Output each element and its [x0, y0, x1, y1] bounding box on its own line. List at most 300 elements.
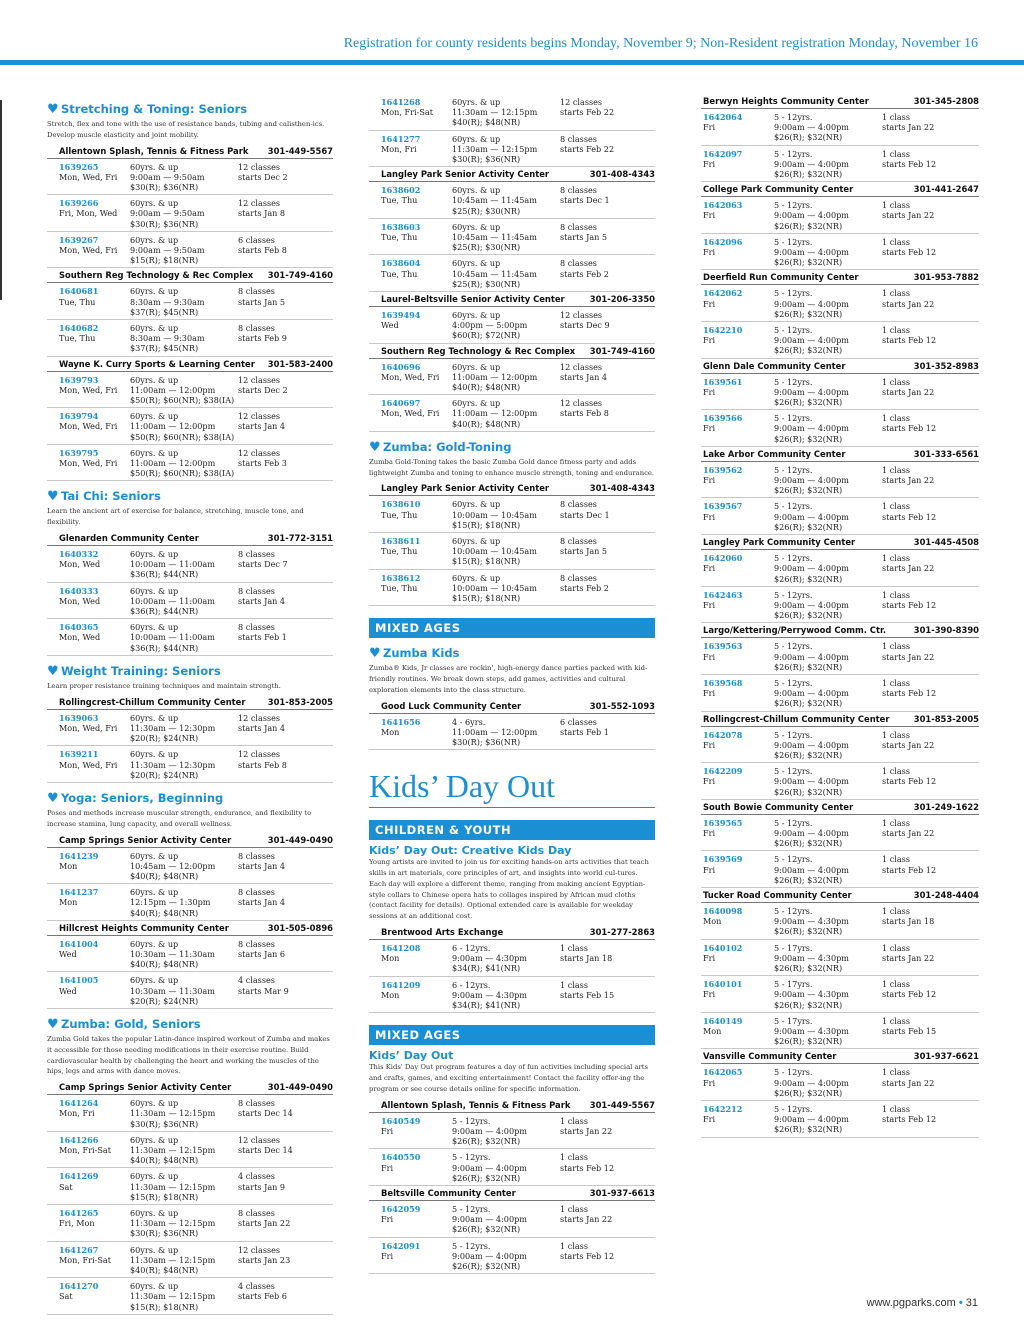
- course-row[interactable]: [369, 977, 655, 1014]
- venue-header: [701, 800, 979, 815]
- course-code[interactable]: 1640149: [703, 1015, 743, 1026]
- course-row[interactable]: [369, 219, 655, 256]
- course-code[interactable]: 1638603: [381, 221, 421, 232]
- course-code-cell: [59, 375, 130, 406]
- course-schedule-cell: [560, 1152, 655, 1183]
- course-fee: $26(R); $32(NR): [774, 926, 843, 937]
- section-title: [369, 646, 655, 661]
- course-classes: 1 class: [882, 854, 910, 865]
- course-fee: $26(R); $32(NR): [774, 485, 843, 496]
- venue-phone: 301-352-8983: [913, 360, 979, 371]
- course-row[interactable]: [369, 533, 655, 570]
- course-days: Mon: [703, 916, 722, 927]
- course-code-cell: [381, 536, 452, 567]
- course-code[interactable]: 1642059: [381, 1203, 421, 1214]
- course-classes: 4 classes: [238, 1171, 275, 1182]
- course-details-cell: [452, 1204, 560, 1235]
- course-details-cell: [774, 1067, 882, 1098]
- course-time: 9:00am — 4:00pm: [774, 210, 849, 221]
- course-row[interactable]: [47, 320, 333, 357]
- course-age: 60yrs. & up: [130, 198, 179, 209]
- course-schedule-cell: [560, 499, 655, 530]
- course-code[interactable]: 1642063: [703, 200, 743, 211]
- course-classes: 1 class: [882, 589, 910, 600]
- course-row[interactable]: [701, 727, 979, 764]
- course-code[interactable]: 1640550: [381, 1152, 421, 1163]
- course-time: 9:00am — 9:50am: [130, 245, 205, 256]
- course-row[interactable]: [701, 675, 979, 712]
- course-code[interactable]: 1638604: [381, 258, 421, 269]
- course-classes: 1 class: [560, 1240, 588, 1251]
- course-row[interactable]: [701, 109, 979, 146]
- section-description: Stretch, flex and tone with the use of resistance bands, tubing and calisthen-ics. Develop muscle elasticity and joint mobility.: [47, 120, 325, 139]
- course-start: starts Dec 2: [238, 384, 288, 395]
- course-time: 9:00am — 9:50am: [130, 171, 205, 182]
- course-code[interactable]: 1641265: [59, 1207, 99, 1218]
- course-code[interactable]: 1642463: [703, 589, 743, 600]
- course-code[interactable]: 1642097: [703, 148, 743, 159]
- course-code[interactable]: 1639063: [59, 712, 99, 723]
- course-code[interactable]: 1641268: [381, 97, 421, 107]
- course-schedule-cell: [882, 237, 979, 268]
- course-time: 11:00am — 12:00pm: [130, 384, 216, 395]
- course-fee: $26(R); $32(NR): [774, 786, 843, 797]
- course-row[interactable]: [47, 583, 333, 620]
- course-days: Sat: [59, 1291, 73, 1302]
- course-age: 60yrs. & up: [452, 133, 501, 144]
- course-time: 4:00pm — 5:00pm: [452, 320, 528, 331]
- course-row[interactable]: [369, 131, 655, 168]
- course-code[interactable]: 1639563: [703, 641, 743, 652]
- course-row[interactable]: [47, 1278, 333, 1315]
- course-code[interactable]: 1642209: [703, 766, 743, 777]
- course-code[interactable]: 1642212: [703, 1104, 743, 1115]
- course-code[interactable]: 1642065: [703, 1067, 743, 1078]
- course-fee: $36(R); $44(NR): [130, 642, 199, 653]
- course-code-cell: [381, 310, 452, 341]
- course-classes: 1 class: [882, 766, 910, 777]
- course-row[interactable]: [47, 283, 333, 320]
- section-title-text: Zumba Kids: [383, 646, 460, 661]
- course-days: Wed: [59, 985, 77, 996]
- course-days: Tue, Thu: [381, 232, 418, 243]
- course-age: 5 - 12yrs.: [774, 905, 813, 916]
- course-age: 60yrs. & up: [130, 887, 179, 898]
- venue-phone: 301-390-8390: [913, 625, 979, 636]
- course-start: starts Feb 12: [882, 864, 937, 875]
- venue-name: Allentown Splash, Tennis & Fitness Park: [59, 145, 249, 156]
- course-row[interactable]: [701, 851, 979, 888]
- course-code[interactable]: 1640098: [703, 905, 743, 916]
- heart-icon: ♥: [47, 1016, 59, 1032]
- course-code[interactable]: 1641270: [59, 1281, 99, 1292]
- venue-name: Deerfield Run Community Center: [703, 272, 859, 283]
- section-description: Zumba Gold takes the popular Latin-dance inspired workout of Zumba and makes it accessible for those needing modifications in their exercise routine. Build cardiovascular health by challenging the heart and working the muscles of the hips, legs and arms with dance moves.: [47, 1034, 330, 1076]
- course-fee: $26(R); $32(NR): [452, 1224, 521, 1235]
- venue-phone: 301-248-4404: [913, 889, 979, 900]
- course-row[interactable]: [701, 285, 979, 322]
- course-fee: $50(R); $60(NR); $38(IA): [130, 468, 235, 479]
- course-schedule-cell: [560, 362, 655, 393]
- course-schedule-cell: [882, 678, 979, 709]
- course-details-cell: [130, 851, 238, 882]
- course-time: 9:00am — 4:30pm: [774, 1026, 849, 1036]
- heart-icon: ♥: [369, 439, 381, 455]
- course-details-cell: [452, 398, 560, 429]
- course-start: starts Jan 5: [560, 232, 608, 243]
- course-row[interactable]: [369, 1201, 655, 1238]
- course-days: Mon, Wed, Fri: [59, 759, 118, 770]
- course-details-cell: [130, 235, 238, 266]
- course-time: 11:00am — 12:00pm: [452, 726, 538, 737]
- venue-phone: 301-249-1622: [913, 801, 979, 812]
- course-code[interactable]: 1639211: [59, 749, 99, 760]
- course-row[interactable]: [369, 570, 655, 607]
- course-schedule-cell: [238, 887, 333, 918]
- venue-name: Brentwood Arts Exchange: [381, 927, 504, 938]
- venue-name: Good Luck Community Center: [381, 700, 522, 711]
- course-code[interactable]: 1639793: [59, 374, 99, 385]
- course-classes: 8 classes: [560, 572, 597, 583]
- venue-phone: 301-583-2400: [267, 358, 333, 369]
- course-row[interactable]: [47, 972, 333, 1009]
- course-code[interactable]: 1640682: [59, 323, 99, 334]
- course-time: 10:45am — 11:45am: [452, 268, 537, 279]
- course-row[interactable]: [701, 638, 979, 675]
- venue-name: Southern Reg Technology & Rec Complex: [381, 345, 576, 356]
- course-row[interactable]: [701, 550, 979, 587]
- course-code[interactable]: 1641237: [59, 887, 99, 898]
- course-age: 5 - 12yrs.: [452, 1203, 491, 1214]
- course-code[interactable]: 1641208: [381, 943, 421, 954]
- course-row[interactable]: [701, 940, 979, 977]
- course-code[interactable]: 1640549: [381, 1115, 421, 1126]
- course-code[interactable]: 1641264: [59, 1098, 99, 1109]
- course-row[interactable]: [701, 1013, 979, 1050]
- course-schedule-cell: [560, 222, 655, 253]
- course-row[interactable]: [701, 815, 979, 852]
- course-schedule-cell: [882, 1104, 979, 1135]
- course-fee: $26(R); $32(NR): [774, 838, 843, 849]
- course-fee: $26(R); $32(NR): [452, 1136, 521, 1147]
- course-details-cell: [452, 1152, 560, 1183]
- course-fee: $26(R); $32(NR): [774, 1036, 843, 1047]
- section-title: [47, 489, 333, 504]
- course-code[interactable]: 1639494: [381, 310, 421, 321]
- course-days: Fri: [703, 386, 716, 397]
- course-classes: 12 classes: [238, 161, 281, 172]
- course-time: 10:00am — 10:45am: [452, 509, 537, 520]
- course-row[interactable]: [369, 940, 655, 977]
- course-classes: 1 class: [882, 729, 910, 740]
- course-row[interactable]: [701, 197, 979, 234]
- course-code[interactable]: 1640696: [381, 361, 421, 372]
- course-age: 6 - 12yrs.: [452, 943, 491, 954]
- course-code[interactable]: 1639267: [59, 234, 99, 245]
- course-schedule-cell: [238, 1208, 333, 1239]
- course-fee: $40(R); $48(NR): [130, 1155, 199, 1166]
- course-row[interactable]: [701, 976, 979, 1013]
- course-row[interactable]: [701, 322, 979, 359]
- course-row[interactable]: [701, 1064, 979, 1101]
- course-code[interactable]: 1639565: [703, 817, 743, 828]
- course-time: 11:30am — 12:15pm: [130, 1218, 216, 1229]
- course-schedule-cell: [238, 411, 333, 442]
- course-time: 10:45am — 12:00pm: [130, 860, 216, 871]
- course-row[interactable]: [701, 1101, 979, 1138]
- course-row[interactable]: [47, 848, 333, 885]
- course-schedule-cell: [238, 549, 333, 580]
- course-code[interactable]: 1639266: [59, 198, 99, 209]
- course-age: 4 - 6yrs.: [452, 716, 486, 727]
- course-schedule-cell: [560, 310, 655, 341]
- course-code[interactable]: 1639568: [703, 677, 743, 688]
- course-code-cell: [703, 288, 774, 319]
- course-code[interactable]: 1639569: [703, 854, 743, 865]
- course-code-cell: [59, 1135, 130, 1166]
- course-days: Fri: [703, 247, 716, 258]
- course-row[interactable]: [47, 884, 333, 921]
- course-code-cell: [59, 887, 130, 918]
- course-code[interactable]: 1641209: [381, 979, 421, 990]
- section-title: [369, 440, 655, 455]
- course-time: 11:30am — 12:15pm: [130, 1181, 216, 1192]
- course-code-cell: [703, 237, 774, 268]
- course-row[interactable]: [47, 936, 333, 973]
- course-row[interactable]: [47, 1095, 333, 1132]
- course-schedule-cell: [238, 448, 333, 479]
- course-schedule-cell: [560, 1116, 655, 1147]
- course-row[interactable]: [47, 1205, 333, 1242]
- course-days: Fri: [703, 952, 716, 963]
- course-row[interactable]: [701, 903, 979, 940]
- course-code[interactable]: 1639567: [703, 501, 743, 512]
- course-row[interactable]: [47, 1242, 333, 1279]
- course-start: starts Feb 12: [882, 247, 937, 258]
- course-code[interactable]: 1639561: [703, 376, 743, 387]
- course-age: 5 - 12yrs.: [774, 1104, 813, 1115]
- footer-site[interactable]: www.pgparks.com: [866, 1297, 956, 1309]
- course-code[interactable]: 1642210: [703, 325, 743, 336]
- course-details-cell: [774, 590, 882, 621]
- course-row[interactable]: [47, 372, 333, 409]
- venue-name: Laurel-Beltsville Senior Activity Center: [381, 294, 565, 305]
- course-code[interactable]: 1640332: [59, 549, 99, 560]
- venue-name: Wayne K. Curry Sports & Learning Center: [59, 358, 255, 369]
- course-code[interactable]: 1638612: [381, 572, 421, 583]
- course-start: starts Feb 12: [882, 599, 937, 610]
- course-code[interactable]: 1642078: [703, 729, 743, 740]
- course-details-cell: [774, 1016, 882, 1047]
- course-code[interactable]: 1641656: [381, 716, 421, 727]
- course-row[interactable]: [701, 146, 979, 183]
- course-row[interactable]: [369, 255, 655, 292]
- course-start: starts Jan 6: [238, 948, 286, 959]
- course-classes: 8 classes: [560, 133, 597, 144]
- course-days: Fri: [703, 651, 716, 662]
- course-row[interactable]: [369, 496, 655, 533]
- course-schedule-cell: [238, 375, 333, 406]
- course-code[interactable]: 1642096: [703, 236, 743, 247]
- course-code[interactable]: 1640681: [59, 286, 99, 297]
- course-age: 60yrs. & up: [130, 712, 179, 723]
- course-row[interactable]: [369, 1149, 655, 1186]
- course-code-cell: [381, 185, 452, 216]
- course-code-cell: [381, 398, 452, 429]
- course-code[interactable]: 1641267: [59, 1244, 99, 1255]
- course-row[interactable]: [47, 195, 333, 232]
- course-days: Mon, Wed: [59, 632, 101, 643]
- course-classes: 8 classes: [560, 536, 597, 547]
- course-row[interactable]: [701, 374, 979, 411]
- course-row[interactable]: [701, 462, 979, 499]
- course-age: 5 - 12yrs.: [774, 817, 813, 828]
- venue-name: Camp Springs Senior Activity Center: [59, 834, 232, 845]
- course-code[interactable]: 1640102: [703, 942, 743, 953]
- course-row[interactable]: [369, 714, 655, 751]
- course-code[interactable]: 1638611: [381, 536, 421, 547]
- course-classes: 1 class: [882, 641, 910, 652]
- course-start: starts Jan 22: [882, 298, 935, 309]
- course-time: 10:00am — 10:45am: [452, 582, 537, 593]
- course-schedule-cell: [560, 1204, 655, 1235]
- course-code[interactable]: 1642062: [703, 288, 743, 299]
- course-time: 8:30am — 9:30am: [130, 296, 205, 307]
- course-age: 60yrs. & up: [130, 1171, 179, 1182]
- course-code-cell: [703, 1016, 774, 1047]
- venue-header: [701, 1049, 979, 1064]
- course-code-cell: [703, 465, 774, 496]
- course-code[interactable]: 1641277: [381, 133, 421, 144]
- course-row[interactable]: [701, 410, 979, 447]
- course-row[interactable]: [369, 359, 655, 396]
- course-fee: $15(R); $18(NR): [130, 1191, 199, 1202]
- course-code[interactable]: 1640333: [59, 585, 99, 596]
- course-classes: 8 classes: [238, 1207, 275, 1218]
- course-fee: $26(R); $32(NR): [774, 433, 843, 444]
- venue-name: Lake Arbor Community Center: [703, 448, 846, 459]
- course-schedule-cell: [882, 818, 979, 849]
- course-code-cell: [381, 717, 452, 748]
- course-classes: 12 classes: [560, 361, 603, 372]
- course-code[interactable]: 1638602: [381, 185, 421, 196]
- course-time: 9:00am — 4:30pm: [452, 989, 527, 1000]
- course-age: 5 - 12yrs.: [774, 464, 813, 475]
- course-row[interactable]: [701, 498, 979, 535]
- course-days: Tue, Thu: [381, 546, 418, 557]
- course-start: starts Jan 22: [882, 563, 935, 574]
- course-row[interactable]: [47, 710, 333, 747]
- course-code[interactable]: 1638610: [381, 499, 421, 510]
- course-row[interactable]: [47, 546, 333, 583]
- course-row[interactable]: [701, 587, 979, 624]
- course-code-cell: [59, 622, 130, 653]
- course-classes: 8 classes: [560, 258, 597, 269]
- course-start: starts Jan 4: [238, 421, 286, 432]
- course-start: starts Feb 8: [560, 408, 609, 419]
- course-schedule-cell: [238, 1281, 333, 1312]
- course-row[interactable]: [369, 395, 655, 432]
- course-row[interactable]: [369, 1113, 655, 1150]
- course-row[interactable]: [47, 746, 333, 783]
- course-code[interactable]: 1642091: [381, 1240, 421, 1251]
- venue-phone: 301-408-4343: [589, 483, 655, 494]
- venue-header: [47, 531, 333, 546]
- course-code[interactable]: 1639566: [703, 413, 743, 424]
- course-row[interactable]: [369, 1238, 655, 1275]
- section-title: [47, 791, 333, 806]
- course-row[interactable]: [701, 234, 979, 271]
- course-days: Mon, Wed, Fri: [381, 371, 440, 382]
- course-days: Mon: [59, 897, 78, 908]
- page-number: 31: [965, 1297, 978, 1309]
- course-code[interactable]: 1641004: [59, 938, 99, 949]
- venue-phone: 301-441-2647: [913, 184, 979, 195]
- course-start: starts Jan 9: [238, 1181, 286, 1192]
- course-details-cell: [130, 375, 238, 406]
- course-row[interactable]: [369, 94, 655, 131]
- course-row[interactable]: [47, 159, 333, 196]
- course-row[interactable]: [47, 1168, 333, 1205]
- course-code[interactable]: 1639265: [59, 161, 99, 172]
- course-code-cell: [59, 586, 130, 617]
- course-time: 10:30am — 11:30am: [130, 948, 215, 959]
- course-details-cell: [452, 310, 560, 341]
- course-details-cell: [774, 979, 882, 1010]
- course-age: 60yrs. & up: [130, 234, 179, 245]
- course-age: 60yrs. & up: [130, 938, 179, 949]
- course-age: 60yrs. & up: [130, 975, 179, 986]
- column-1: [47, 94, 333, 1315]
- course-row[interactable]: [369, 182, 655, 219]
- course-schedule-cell: [882, 501, 979, 532]
- course-code[interactable]: 1641266: [59, 1134, 99, 1145]
- course-code[interactable]: 1639795: [59, 447, 99, 458]
- course-time: 9:00am — 4:00pm: [774, 475, 849, 486]
- course-code[interactable]: 1642064: [703, 112, 743, 122]
- course-days: Mon, Wed: [59, 559, 101, 570]
- course-code[interactable]: 1641239: [59, 850, 99, 861]
- course-row[interactable]: [701, 763, 979, 800]
- course-schedule-cell: [882, 943, 979, 974]
- course-row[interactable]: [369, 307, 655, 344]
- course-code[interactable]: 1640365: [59, 622, 99, 633]
- course-code[interactable]: 1640697: [381, 398, 421, 409]
- course-code[interactable]: 1640101: [703, 979, 743, 990]
- section-title: [47, 664, 333, 679]
- course-time: 11:00am — 12:00pm: [452, 371, 538, 382]
- course-code[interactable]: 1639562: [703, 464, 743, 475]
- course-schedule-cell: [882, 553, 979, 584]
- course-start: starts Jan 18: [560, 953, 613, 964]
- course-schedule-cell: [560, 943, 655, 974]
- venue-header: [47, 357, 333, 372]
- section-description: Learn the ancient art of exercise for balance, stretching, muscle tone, and flexibility.: [47, 507, 304, 527]
- course-time: 9:00am — 4:00pm: [774, 688, 849, 699]
- course-row[interactable]: [47, 408, 333, 445]
- course-fee: $37(R); $45(NR): [130, 343, 199, 354]
- course-row[interactable]: [47, 1132, 333, 1169]
- course-start: starts Feb 12: [882, 511, 937, 522]
- course-row[interactable]: [47, 445, 333, 482]
- course-code[interactable]: 1641005: [59, 975, 99, 986]
- course-code[interactable]: 1642060: [703, 553, 743, 564]
- course-code[interactable]: 1641269: [59, 1171, 99, 1182]
- course-code[interactable]: 1639794: [59, 411, 99, 422]
- course-row[interactable]: [47, 619, 333, 656]
- course-row[interactable]: [47, 232, 333, 269]
- course-days: Mon: [381, 953, 400, 964]
